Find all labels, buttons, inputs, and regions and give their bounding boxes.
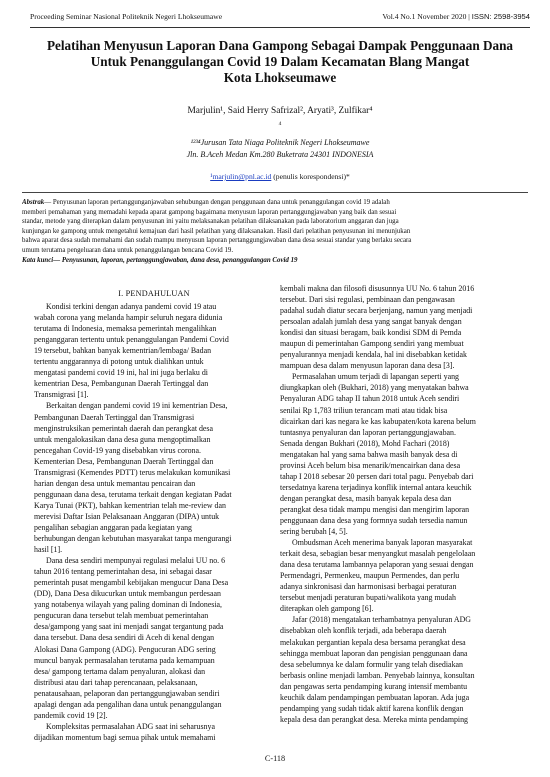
- paragraph-line: kembali makna dan filosofi disusunnya UU No. 6 tahun 2016: [280, 284, 475, 293]
- paragraph-line: kementrian Desa, Pembangunan Daerah Tertinggal dan: [34, 379, 209, 389]
- abstract-text: — Penyusunan laporan pertanggunganjawaban sehubungan dengan penggunaan dana untuk penanggulangan covid 19 adalah: [44, 199, 390, 206]
- title-line: Kota Lhokseumawe: [223, 70, 337, 85]
- paragraph-line: Karya Tunai (PKT), bahkan kementrian telah me-review dan: [34, 500, 226, 510]
- paragraph-line: pandemik covid 19 [2].: [34, 710, 108, 720]
- paper-title: [30, 38, 530, 86]
- paragraph-line: Transmigrasi [1].: [34, 390, 89, 400]
- paragraph-line: diungkapkan oleh (Bukhari, 2018) yang menyatakan bahwa: [280, 383, 469, 393]
- paragraph-line: Berkaitan dengan pandemi covid 19 ini kementrian Desa,: [46, 401, 228, 411]
- paragraph-line: apalagi dengan ada pengalihan dana untuk penanggulangan: [34, 699, 222, 709]
- paragraph-line: merevisi Daftar Isian Pelaksanaan Anggaran (DIPA) untuk: [34, 511, 220, 521]
- abstract-divider: [22, 192, 528, 193]
- paragraph-line: senilai Rp 1,783 triliun terancam mati atau tidak bisa: [280, 405, 448, 415]
- paragraph-line: berhubungan dengan kebutuhan masyarakat tanpa mengurangi: [34, 534, 232, 544]
- paragraph-line: penyalurannya menjadi kendala, hal ini disebabkan ketidak: [280, 350, 467, 360]
- abstract-line: kunjungan ke gampong untuk mengetahui kemajuan dari hasil pelatihan yang dilaksanakan. Hasil dari pelatihan penyusunan ini menunjukan: [22, 227, 411, 235]
- paragraph-line: desa/gampong yang saat ini menjadi sangat tergantung pada: [34, 622, 224, 632]
- paragraph-line: untuk mengalokasikan dana desa guna mengoptimalkan: [34, 434, 211, 444]
- paragraph-line: Transmigrasi (Kemendes PDTT) terus melakukan komunikasi: [34, 467, 231, 477]
- paragraph-line: maupun di pemerintahan Gampong sendiri yang membuat: [280, 339, 464, 349]
- paragraph-line: penganggaran tertentu untuk penanggulangan Pandemi Covid: [34, 335, 229, 345]
- page-number: C-118: [264, 754, 286, 763]
- paragraph-line: kondisi dan situasi beragam, baik kondisi SDM di Pemda: [280, 328, 462, 338]
- paragraph-line: Permendagri, Permenkeu, maupun Permendes, dan perlu: [280, 571, 460, 581]
- paragraph-line: mengatakan hal yang sama bahwa masih banyak desa di: [280, 449, 458, 459]
- paragraph-line: dicairkan dari kas negara ke kas kabupaten/kota karena belum: [280, 416, 476, 426]
- paragraph-line: tersebut. Dari sisi regulasi, pembinaan dan pengawasan: [280, 295, 455, 305]
- paragraph-line: tertentu anggarannya di potong untuk dialihkan untuk: [34, 357, 204, 367]
- abstract-line: standar, metode yang diterapkan dalam penyusunan ini yaitu melaksanakan pelatihan dilaksanakan pada laboratorium anggaran dan juga: [22, 218, 399, 226]
- paragraph-line: mengatasi pandemi covid 19 ini, hal ini juga berlaku di: [34, 368, 208, 378]
- left-column: [34, 288, 274, 743]
- abstract: [22, 198, 528, 265]
- paragraph-line: terkait desa, sebagian besar menyangkut masalah pengelolaan: [280, 549, 476, 559]
- paragraph-line: tersebut menjadi peraturan bupati/walikota yang mudah: [280, 593, 456, 603]
- paragraph-line: tahun 2016 tentang pemerintahan desa, ini sebagai dasar: [34, 567, 212, 577]
- paragraph-line: distribusi atau dari tahap perencanaan, pelaksanaan,: [34, 677, 198, 687]
- paragraph-line: provinsi Aceh belum bisa menarik/mencairkan dana desa: [280, 460, 461, 470]
- paragraph-line: persoalan adalah jumlah desa yang sangat banyak dengan: [280, 317, 462, 327]
- abstract-line: memberi pemahaman yang memadahi kepada aparat gampong bagaimana menyusun laporan pertanggungjawaban yang baik dan sesuai: [22, 208, 397, 216]
- abstract-line: bahwa aparat desa sudah memahami dan sudah mampu menyusun laporan pertanggungjawaban dana desa sesuai standar yang berlaku secara: [22, 237, 412, 245]
- paragraph-line: pendamping yang sudah tidak aktif karena konflik dengan: [280, 703, 464, 713]
- paragraph-line: tuntasnya penyaluran dan laporan pertanggungjawaban.: [280, 427, 456, 437]
- paragraph-line: keuchik dalam pendampingan pembuatan laporan. Ada juga: [280, 692, 470, 702]
- paragraph-line: melakukan pergantian kepala desa bersama perangkat desa: [280, 637, 466, 647]
- paragraph-line: Senada dengan Bukhari (2018), Mohd Fachari (2018): [280, 438, 450, 448]
- paragraph-line: tahap I 2018 sebesar 20 persen dari total pagu. Penyebab dari: [280, 471, 474, 481]
- right-column: [280, 283, 520, 725]
- paragraph-line: dana desa terutama lambannya pelaporan yang sesuai dengan: [280, 560, 474, 570]
- paragraph-line: padahal sudah diatur secara berjenjang, namun yang menjadi: [280, 306, 473, 316]
- abstract-line: umum terutama pengeluaran dana untuk penanggulangan bencana Covid 19.: [22, 246, 234, 254]
- paragraph-line: desa sebelumnya ke dalam formulir yang telah disediakan: [280, 659, 463, 669]
- paragraph-line: Penyaluran ADG tahap II tahun 2018 untuk Aceh sendiri: [280, 394, 460, 404]
- paragraph-line: dengan perangkat desa, masih banyak kepala desa dan: [280, 493, 452, 503]
- paragraph-line: kepala desa dan perangkat desa. Mereka minta pendamping: [280, 714, 468, 724]
- paragraph-line: Dana desa sendiri mempunyai regulasi melalui UU no. 6: [46, 556, 226, 566]
- abstract-line: [22, 198, 528, 208]
- paragraph-line: (DD), Dana Desa dikucurkan untuk membangun perdesaan: [34, 589, 221, 599]
- title-line: Pelatihan Menyusun Laporan Dana Gampong Sebagai Dampak Penggunaan Dana: [46, 38, 514, 53]
- paragraph-line: penggunaan dana desa yang formnya sudah tersedia namun: [280, 515, 468, 525]
- paragraph-line: terutama di Indonesia, memaksa pemerintah mengalihkan: [34, 324, 217, 334]
- paragraph-line: wabah corona yang melanda hampir seluruh negara didunia: [34, 313, 223, 323]
- paragraph-line: hasil [1].: [34, 545, 63, 555]
- paragraph-line: berbasis online menjadi lamban. Penyebab lainnya, konsultan: [280, 670, 475, 680]
- paragraph-line: Pembangunan Daerah Tertinggal dan Transmigrasi: [34, 412, 195, 422]
- author-index: 4: [278, 121, 282, 127]
- paragraph-line: Kondisi terkini dengan adanya pandemi covid 19 atau: [46, 302, 217, 312]
- paragraph-line: adanya sinkronisasi dan harmonisasi berbagai peraturan: [280, 582, 457, 592]
- affiliation-address: Jln. B.Aceh Medan Km.280 Buketrata 24301 INDONESIA: [186, 150, 374, 159]
- paragraph-line: Permasalahan umum terjadi di lapangan seperti yang: [292, 372, 459, 382]
- paragraph-line: pencegahan Covid-19 yang disebabkan virus corona.: [34, 445, 201, 455]
- abstract-label: Abstrak: [22, 199, 45, 206]
- affiliation-dept: ¹²³⁴Jurusan Tata Niaga Politeknik Negeri Lhokseumawe: [190, 138, 370, 147]
- author-list: Marjulin¹, Said Herry Safrizal², Aryati³, Zulfikar⁴: [187, 106, 373, 116]
- header-volume-text: Vol.4 No.1 November 2020 |: [382, 12, 472, 21]
- paragraph-line: dan pengawas serta pendamping kurang intensif membantu: [280, 681, 468, 691]
- paragraph-line: penatausahaan, pelaporan dan pertanggungjawaban sendiri: [34, 688, 220, 698]
- header-issn: ISSN: 2598-3954: [471, 12, 530, 21]
- paragraph-line: harian dengan desa untuk memantau pencairan dan: [34, 478, 196, 488]
- header-volume: [382, 12, 530, 21]
- paragraph-line: Ombudsman Aceh menerima banyak laporan masyarakat: [292, 538, 473, 548]
- paragraph-line: dana tersebut. Dana desa sendiri di Aceh di kenal dengan: [34, 633, 215, 643]
- email-link[interactable]: ¹marjulin@pnl.ac.id: [210, 172, 272, 181]
- paragraph-line: disebabkan oleh konflik terjadi, ada beberapa daerah: [280, 626, 447, 636]
- paragraph-line: sehingga membuat laporan dan pengisian penggunaan dana: [280, 648, 468, 658]
- email-note: (penulis korespondensi)*: [271, 172, 350, 181]
- paragraph-line: diterapkan oleh gampong [6].: [280, 604, 374, 614]
- paragraph-line: 19 tersebut, bahkan banyak kementrian/lembaga/ Badan: [34, 346, 212, 356]
- section-heading: I. PENDAHULUAN: [118, 289, 190, 298]
- paragraph-line: muncul banyak permasalahan terutama pada kemampuan: [34, 655, 215, 665]
- paragraph-line: Kompleksitas permasalahan ADG saat ini seharusnya: [46, 721, 215, 731]
- paragraph-line: menginstruksikan pemerintah daerah dan perangkat desa: [34, 423, 214, 433]
- header-divider: [30, 27, 530, 28]
- paragraph-line: Kementerian Desa, Pembangunan Daerah Tertinggal dan: [34, 456, 214, 466]
- paragraph-line: mampuan desa dalam menyusun laporan dana desa [3].: [280, 361, 455, 371]
- affiliation: [30, 137, 530, 161]
- paragraph-line: desa/ gampong tertama dalam penyaluran, alokasi dan: [34, 666, 206, 676]
- running-header: [30, 12, 530, 26]
- title-line: Untuk Penanggulangan Covid 19 Dalam Kecamatan Blang Mangat: [90, 54, 470, 69]
- paragraph-line: tersedatnya karena terjadinya konflik internal antara keuchik: [280, 482, 472, 492]
- paragraph-line: penggunaan dana desa, terutama terkait dengan kegiatan Padat: [34, 489, 232, 499]
- paragraph-line: pemerintah pusat mengambil kebijakan mengucur Dana Desa: [34, 578, 229, 588]
- correspondence: [30, 172, 530, 181]
- paragraph-line: yang notabenya wilayah yang paling dominan di Indonesia,: [34, 600, 223, 610]
- paragraph-line: dijadikan momentum bagi semua pihak untuk memahami: [34, 732, 216, 742]
- header-proceeding: Proceeding Seminar Nasional Politeknik Negeri Lhokseumawe: [30, 12, 223, 21]
- paragraph-line: pengalihan sebagian anggaran pada kegiatan yang: [34, 522, 192, 532]
- paragraph-line: perangkat desa tidak mampu mengisi dan mengirim laporan: [280, 504, 470, 514]
- paragraph-line: Jafar (2018) mengatakan terhambatnya penyaluran ADG: [292, 615, 472, 625]
- paragraph-line: sering berubah [4, 5].: [280, 527, 348, 537]
- keywords: Kata kunci— Penyusunan, laporan, pertanggungjawaban, dana desa, penanggulangan Covid 19: [22, 256, 298, 264]
- paragraph-line: Alokasi Dana Gampong (ADG). Pengucuran ADG sering: [34, 644, 216, 654]
- paragraph-line: pengucuran dana tersebut telah membuat pemerintahan: [34, 611, 209, 621]
